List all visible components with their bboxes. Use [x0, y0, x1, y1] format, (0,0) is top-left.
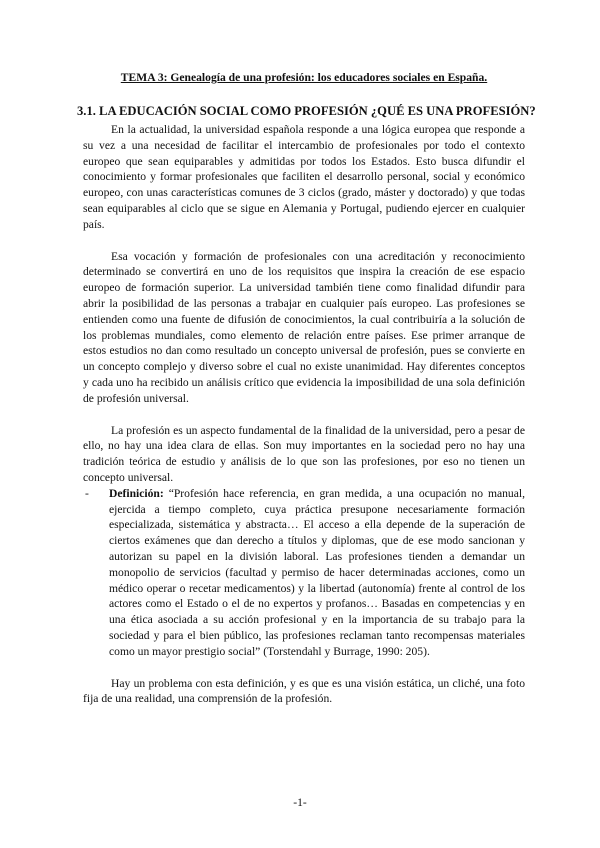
document-page	[77, 70, 536, 707]
paragraph-1: En la actualidad, la universidad española responde a una lógica europea que responde a su vez a una necesidad de facilitar el intercambio de profesionales por todo el contexto europeo que sean equiparables y admitidas por todos los Estados. Esto busca difundir el conocimiento y formar profesionales que faciliten el desarrollo personal, social y económico europeo, con unas características comunes de 3 ciclos (grado, máster y doctorado) y que todas sean equiparables al ciclo que se sigue en Alemania y Portugal, pudiendo ejercer en cualquier país.	[83, 123, 525, 231]
paragraph-gap	[83, 407, 525, 423]
paragraph-gap	[83, 233, 525, 249]
section-heading: 3.1. LA EDUCACIÓN SOCIAL COMO PROFESIÓN ¿QUÉ ES UNA PROFESIÓN?	[77, 104, 536, 118]
paragraph-2: Esa vocación y formación de profesionales con una acreditación y reconocimiento determinado se convertirá en uno de los requisitos que inspira la creación de ese espacio europeo de formación superior. La universidad también tiene como finalidad difundir para abrir la posibilidad de las personas a trabajar en cualquier país europeo. Las profesiones se entienden como una fuente de difusión de conocimientos, la cual contribuiría a la solución de los problemas mundiales, como elemento de relación entre países. Ese primer arranque de estos estudios no dan como resultado un concepto universal de profesión, pues se convierte en un concepto complejo y diverso sobre el cual no existe unanimidad. Hay diferentes conceptos y cada uno ha recibido un análisis crítico que evidencia la imposibilidad de una sola definición de profesión universal.	[83, 249, 525, 405]
paragraph-gap	[83, 660, 525, 676]
closing-paragraph: Hay un problema con esta definición, y es que es una visión estática, un cliché, una foto fija de una realidad, una comprensión de la profesión.	[83, 676, 525, 706]
definition-text: “Profesión hace referencia, en gran medida, a una ocupación no manual, ejercida a tiempo completo, cuya práctica presupone necesariamente formación especializada, sistemática y abstracta… El acceso a ella depende de la superación de ciertos exámenes que dan derecho a títulos y diplomas, que de ese modo sancionan y autorizan su papel en la división laboral. Las profesiones tienden a demandar un monopolio de servicios (facultad y permiso de hacer determinadas acciones, como un médico operar o recetar medicamentos) y la libertad (autonomía) frente al control de los actores como el Estado o el de no expertos y profanos… Basadas en competencias y en una ética asociada a su acción profesional y en la importancia de su trabajo para la sociedad y para el bien público, las profesiones reclaman tanto recompensas materiales como un mayor prestigio social” (Torstendahl y Burrage, 1990: 205).	[109, 486, 525, 658]
document-title: TEMA 3: Genealogía de una profesión: los educadores sociales en España.	[120, 71, 488, 84]
paragraph-3: La profesión es un aspecto fundamental de la finalidad de la universidad, pero a pesar de ello, no hay una idea clara de ellas. Son muy importantes en la sociedad pero no hay una tradición teórica de estudio y análisis de lo que son las profesiones, por eso no tienen un concepto universal.	[83, 423, 525, 484]
definition-item	[85, 486, 525, 660]
definition-label: Definición:	[109, 486, 164, 500]
page-number: -1-	[293, 796, 307, 809]
definition-text-block	[109, 486, 525, 660]
bullet-marker: -	[85, 486, 89, 500]
